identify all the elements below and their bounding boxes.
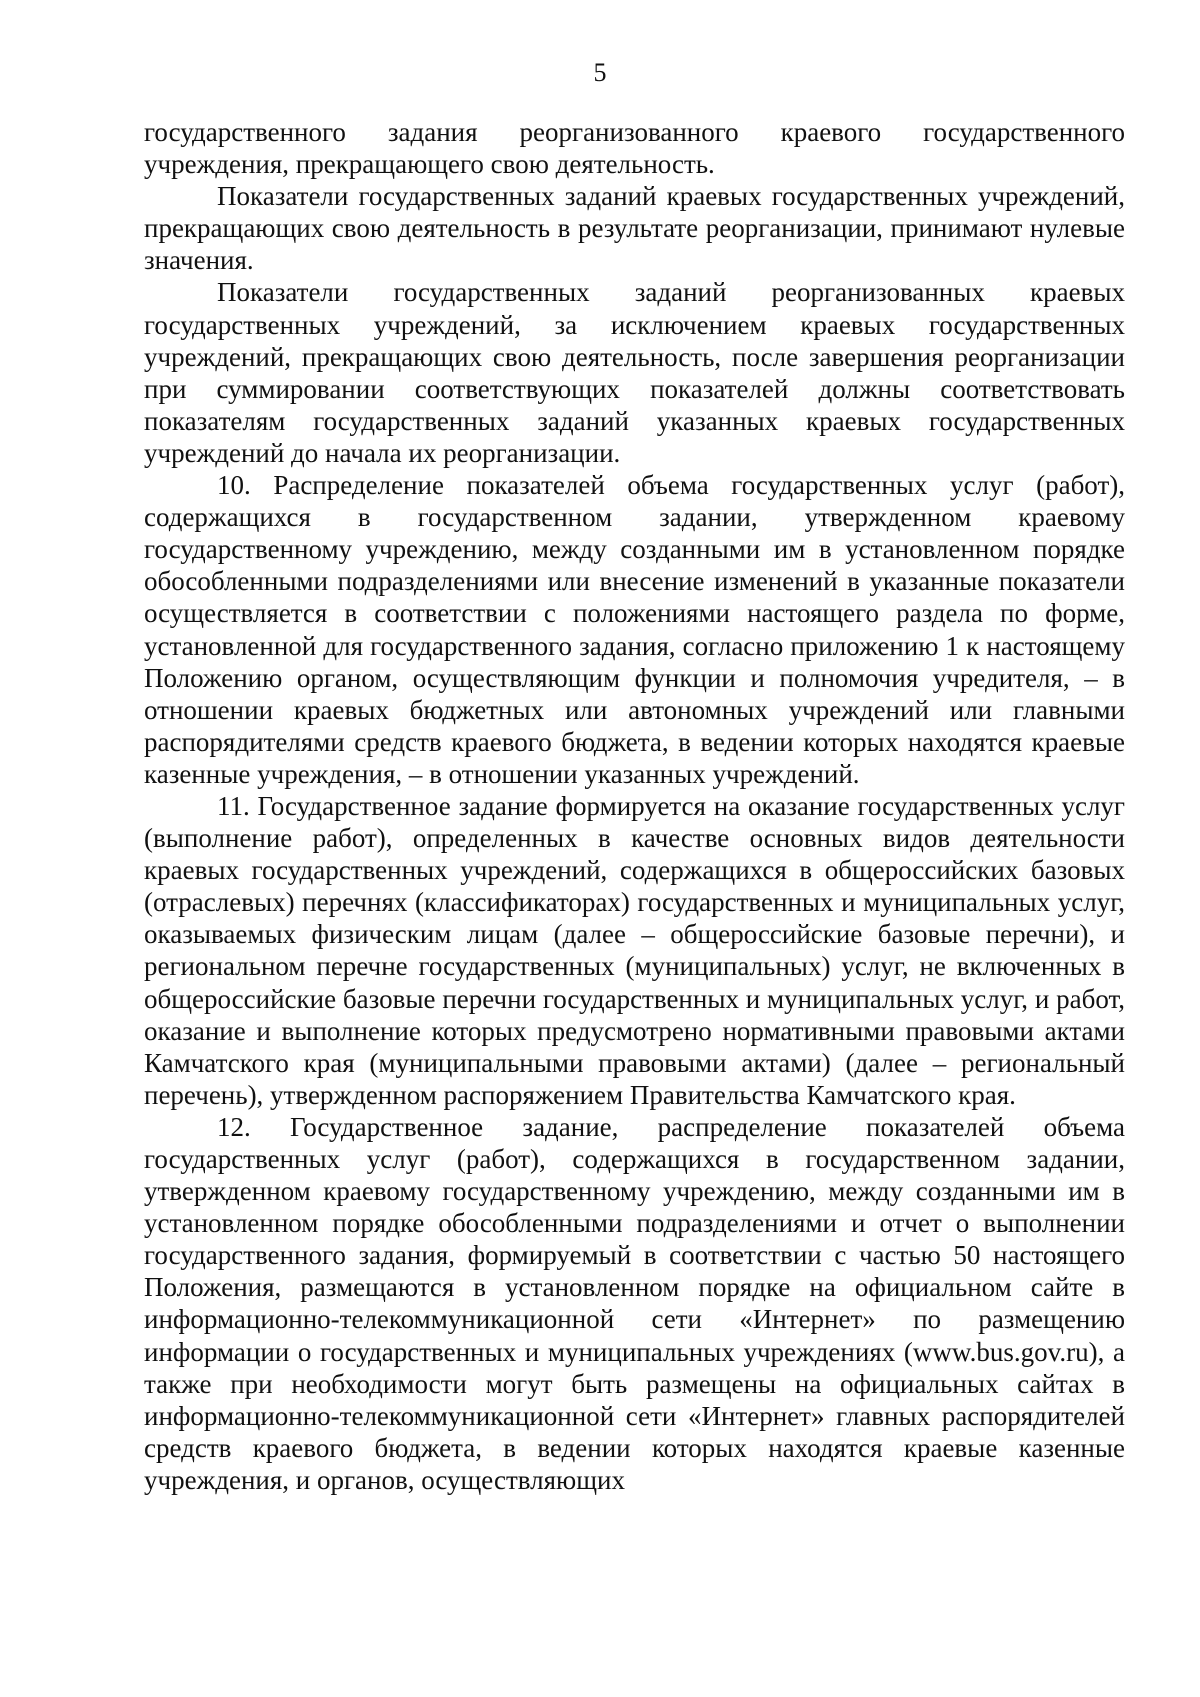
- document-body: [144, 116, 1125, 1496]
- page-number: 5: [593, 58, 607, 87]
- paragraph-zero-values: Показатели государственных заданий краевых государственных учреждений, прекращающих свою деятельность в результате реорганизации, принимают нулевые значения.: [144, 181, 1125, 276]
- paragraph-continuation: государственного задания реорганизованного краевого государственного учреждения, прекращающего свою деятельность.: [144, 117, 1125, 180]
- paragraph-item-10: 10. Распределение показателей объема государственных услуг (работ), содержащихся в государственном задании, утвержденном краевому государственному учреждению, между созданными им в установленном порядке обособленными подразделениями или внесение изменений в указанные показатели осуществляется в соответствии с положениями настоящего раздела по форме, установленной для государственного задания, согласно приложению 1 к настоящему Положению органом, осуществляющим функции и полномочия учредителя, – в отношении краевых бюджетных или автономных учреждений или главными распорядителями средств краевого бюджета, в ведении которых находятся краевые казенные учреждения, – в отношении указанных учреждений.: [144, 470, 1125, 789]
- paragraph-item-11: 11. Государственное задание формируется на оказание государственных услуг (выполнение работ), определенных в качестве основных видов деятельности краевых государственных учреждений, содержащихся в общероссийских базовых (отраслевых) перечнях (классификаторах) государственных и муниципальных услуг, оказываемых физическим лицам (далее – общероссийские базовые перечни), и региональном перечне государственных (муниципальных) услуг, не включенных в общероссийские базовые перечни государственных и муниципальных услуг, и работ, оказание и выполнение которых предусмотрено нормативными правовыми актами Камчатского края (муниципальными правовыми актами) (далее – региональный перечень), утвержденном распоряжением Правительства Камчатского края.: [144, 790, 1125, 1110]
- paragraph-reorganization-indicators: Показатели государственных заданий реорганизованных краевых государственных учреждений, за исключением краевых государственных учреждений, прекращающих свою деятельность, после завершения реорганизации при суммировании соответствующих показателей должны соответствовать показателям государственных заданий указанных краевых государственных учреждений до начала их реорганизации.: [144, 277, 1125, 468]
- paragraph-item-12: 12. Государственное задание, распределение показателей объема государственных услуг (работ), содержащихся в государственном задании, утвержденном краевому государственному учреждению, между созданными им в установленном порядке обособленными подразделениями и отчет о выполнении государственного задания, формируемый в соответствии с частью 50 настоящего Положения, размещаются в установленном порядке на официальном сайте в информационно-телекоммуникационной сети «Интернет» по размещению информации о государственных и муниципальных учреждениях (www.bus.gov.ru), а также при необходимости могут быть размещены на официальных сайтах в информационно-телекоммуникационной сети «Интернет» главных распорядителей средств краевого бюджета, в ведении которых находятся краевые казенные учреждения, и органов, осуществляющих: [144, 1111, 1125, 1495]
